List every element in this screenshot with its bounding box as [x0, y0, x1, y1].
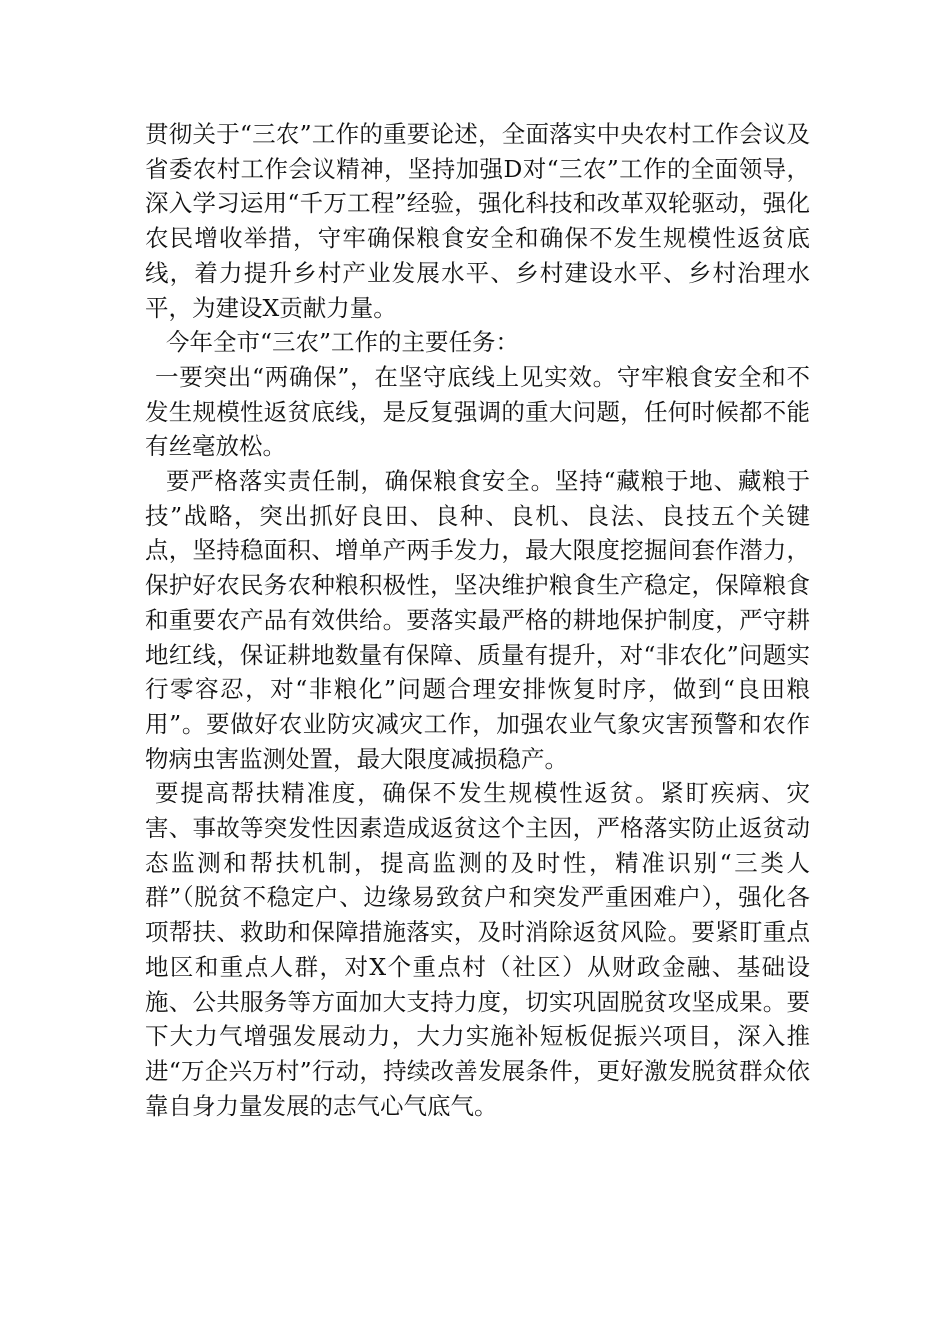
- tasks-heading-paragraph: 今年全市“三农”工作的主要任务：: [166, 328, 520, 357]
- poverty-support-paragraph: 要提高帮扶精准度，确保不发生规模性返贫。紧盯疾病、灾害、事故等突发性因素造成返贫这个主因，严格落实防止返贫动态监测和帮扶机制，提高监测的及时性，精准识别“三类人群”（脱贫不稳定户、边缘易致贫户和突发严重困难户），强化各项帮扶、救助和保障措施落实，及时消除返贫风险。要紧盯重点地区和重点人群，对X个重点村（社区）从财政金融、基础设施、公共服务等方面加大支持力度，切实巩固脱贫攻坚成果。要下大力气增强发展动力，大力实施补短板促振兴项目，深入推进“万企兴万村”行动，持续改善发展条件，更好激发脱贫群众依靠自身力量发展的志气心气底气。: [145, 779, 810, 1120]
- task-one-paragraph: 一要突出“两确保”，在坚守底线上见实效。守牢粮食安全和不发生规模性返贫底线，是反复强调的重大问题，任何时候都不能有丝毫放松。: [145, 362, 810, 461]
- grain-security-paragraph: 要严格落实责任制，确保粮食安全。坚持“藏粮于地、藏粮于技”战略，突出抓好良田、良种、良机、良法、良技五个关键点，坚持稳面积、增单产两手发力，最大限度挖掘间套作潜力，保护好农民务农种粮积极性，坚决维护粮食生产稳定，保障粮食和重要农产品有效供给。要落实最严格的耕地保护制度，严守耕地红线，保证耕地数量有保障、质量有提升，对“非农化”问题实行零容忍，对“非粮化”问题合理安排恢复时序，做到“良田粮用”。要做好农业防灾减灾工作，加强农业气象灾害预警和农作物病虫害监测处置，最大限度减损稳产。: [145, 467, 810, 773]
- intro-paragraph: 贯彻关于“三农”工作的重要论述，全面落实中央农村工作会议及省委农村工作会议精神，坚持加强D对“三农”工作的全面领导，深入学习运用“千万工程”经验，强化科技和改革双轮驱动，强化农民增收举措，守牢确保粮食安全和确保不发生规模性返贫底线，着力提升乡村产业发展水平、乡村建设水平、乡村治理水平，为建设X贡献力量。: [145, 120, 810, 322]
- document-body: [145, 117, 810, 1123]
